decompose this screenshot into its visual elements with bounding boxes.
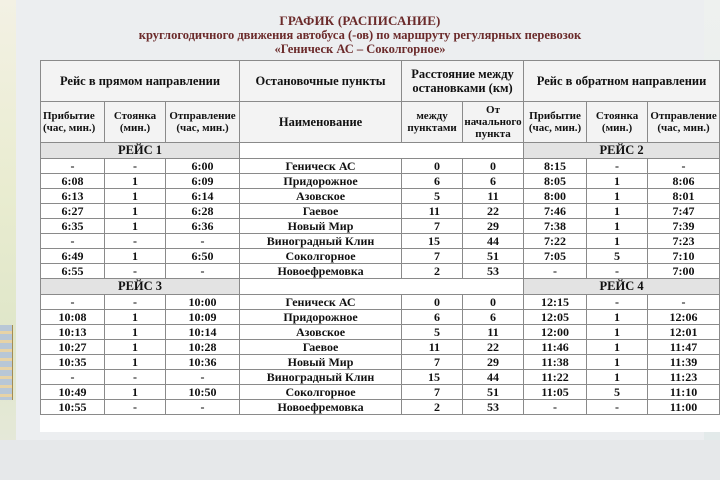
stop-name-cell: Придорожное bbox=[240, 174, 402, 189]
backward-arrival-cell: 12:05 bbox=[524, 310, 587, 325]
backward-arrival-header: Прибытие (час, мин.) bbox=[524, 102, 587, 143]
distance-from-start-cell: 11 bbox=[463, 189, 524, 204]
forward-departure-header: Отправление (час, мин.) bbox=[166, 102, 240, 143]
backward-arrival-cell: 12:00 bbox=[524, 325, 587, 340]
forward-arrival-cell: 10:55 bbox=[41, 400, 105, 415]
forward-arrival-cell: - bbox=[41, 295, 105, 310]
forward-arrival-cell: 6:55 bbox=[41, 264, 105, 279]
forward-departure-cell: - bbox=[166, 400, 240, 415]
backward-departure-cell: 11:47 bbox=[648, 340, 720, 355]
forward-arrival-cell: - bbox=[41, 370, 105, 385]
distance-from-start-cell: 0 bbox=[463, 159, 524, 174]
backward-departure-cell: 11:39 bbox=[648, 355, 720, 370]
distance-from-start-cell: 0 bbox=[463, 295, 524, 310]
forward-arrival-cell: 10:08 bbox=[41, 310, 105, 325]
table-row bbox=[41, 159, 720, 174]
backward-stop-cell: - bbox=[587, 295, 648, 310]
distance-from-start-cell: 44 bbox=[463, 370, 524, 385]
forward-stop-cell: 1 bbox=[105, 174, 166, 189]
backward-arrival-cell: - bbox=[524, 400, 587, 415]
distance-between-cell: 5 bbox=[402, 325, 463, 340]
backward-departure-cell: 7:47 bbox=[648, 204, 720, 219]
table-row bbox=[41, 385, 720, 400]
backward-departure-cell: 8:06 bbox=[648, 174, 720, 189]
forward-arrival-cell: 10:27 bbox=[41, 340, 105, 355]
backward-departure-cell: 7:39 bbox=[648, 219, 720, 234]
trip-header-spacer bbox=[240, 279, 524, 295]
backward-arrival-cell: - bbox=[524, 264, 587, 279]
distance-header: Расстояние между остановками (км) bbox=[402, 61, 524, 102]
distance-between-cell: 11 bbox=[402, 340, 463, 355]
distance-from-start-cell: 53 bbox=[463, 400, 524, 415]
backward-arrival-cell: 12:15 bbox=[524, 295, 587, 310]
forward-arrival-cell: - bbox=[41, 159, 105, 174]
forward-stop-cell: 1 bbox=[105, 219, 166, 234]
forward-arrival-cell: 6:27 bbox=[41, 204, 105, 219]
backward-departure-cell: 12:06 bbox=[648, 310, 720, 325]
stop-name-cell: Гаевое bbox=[240, 340, 402, 355]
stop-name-cell: Соколгорное bbox=[240, 249, 402, 264]
distance-from-start-cell: 6 bbox=[463, 310, 524, 325]
backward-arrival-cell: 7:05 bbox=[524, 249, 587, 264]
backward-departure-cell: 8:01 bbox=[648, 189, 720, 204]
stop-name-cell: Геническ АС bbox=[240, 295, 402, 310]
background-bottom-strip bbox=[0, 440, 720, 480]
backward-stop-cell: 1 bbox=[587, 355, 648, 370]
distance-between-cell: 2 bbox=[402, 400, 463, 415]
backward-departure-cell: 11:23 bbox=[648, 370, 720, 385]
trip-forward-label: РЕЙС 3 bbox=[41, 279, 240, 295]
backward-arrival-cell: 8:15 bbox=[524, 159, 587, 174]
forward-arrival-cell: - bbox=[41, 234, 105, 249]
forward-stop-cell: - bbox=[105, 400, 166, 415]
background-decoration-left bbox=[0, 0, 16, 480]
stop-name-cell: Геническ АС bbox=[240, 159, 402, 174]
distance-from-start-cell: 53 bbox=[463, 264, 524, 279]
forward-departure-cell: - bbox=[166, 264, 240, 279]
stop-name-header: Наименование bbox=[240, 102, 402, 143]
forward-direction-header: Рейс в прямом направлении bbox=[41, 61, 240, 102]
forward-stop-cell: 1 bbox=[105, 189, 166, 204]
stop-name-cell: Новый Мир bbox=[240, 219, 402, 234]
stops-header: Остановочные пункты bbox=[240, 61, 402, 102]
table-row bbox=[41, 219, 720, 234]
forward-stop-cell: 1 bbox=[105, 325, 166, 340]
schedule-title: ГРАФИК (РАСПИСАНИЕ) bbox=[279, 13, 441, 28]
distance-between-cell: 7 bbox=[402, 355, 463, 370]
distance-from-start-cell: 22 bbox=[463, 340, 524, 355]
backward-arrival-cell: 8:05 bbox=[524, 174, 587, 189]
table-row bbox=[41, 325, 720, 340]
distance-from-start-cell: 44 bbox=[463, 234, 524, 249]
distance-from-start-cell: 51 bbox=[463, 385, 524, 400]
trip-header-spacer bbox=[240, 143, 524, 159]
forward-arrival-cell: 6:08 bbox=[41, 174, 105, 189]
forward-departure-cell: 6:09 bbox=[166, 174, 240, 189]
forward-departure-cell: 6:28 bbox=[166, 204, 240, 219]
backward-arrival-cell: 11:38 bbox=[524, 355, 587, 370]
backward-arrival-cell: 7:38 bbox=[524, 219, 587, 234]
backward-stop-cell: - bbox=[587, 264, 648, 279]
backward-arrival-cell: 8:00 bbox=[524, 189, 587, 204]
header-row-groups bbox=[41, 61, 720, 102]
backward-arrival-cell: 11:22 bbox=[524, 370, 587, 385]
stop-name-cell: Новый Мир bbox=[240, 355, 402, 370]
forward-stop-cell: 1 bbox=[105, 249, 166, 264]
table-row bbox=[41, 234, 720, 249]
route-name: «Геническ АС – Соколгорное» bbox=[274, 42, 446, 56]
schedule-subtitle: круглогодичного движения автобуса (-ов) по маршруту регулярных перевозок bbox=[138, 28, 582, 42]
distance-between-header: между пунктами bbox=[402, 102, 463, 143]
backward-stop-cell: 1 bbox=[587, 325, 648, 340]
header-row-columns bbox=[41, 102, 720, 143]
table-row bbox=[41, 249, 720, 264]
distance-from-start-cell: 6 bbox=[463, 174, 524, 189]
stop-name-cell: Новоефремовка bbox=[240, 264, 402, 279]
distance-between-cell: 6 bbox=[402, 310, 463, 325]
forward-departure-cell: - bbox=[166, 370, 240, 385]
table-row bbox=[41, 295, 720, 310]
table-row bbox=[41, 400, 720, 415]
backward-stop-cell: 5 bbox=[587, 385, 648, 400]
backward-stop-cell: 1 bbox=[587, 204, 648, 219]
schedule-sheet bbox=[40, 60, 720, 432]
forward-arrival-cell: 6:13 bbox=[41, 189, 105, 204]
forward-departure-cell: 6:36 bbox=[166, 219, 240, 234]
backward-direction-header: Рейс в обратном направлении bbox=[524, 61, 720, 102]
distance-from-start-cell: 29 bbox=[463, 355, 524, 370]
forward-arrival-header: Прибытие (час, мин.) bbox=[41, 102, 105, 143]
forward-stop-cell: - bbox=[105, 234, 166, 249]
forward-arrival-cell: 10:13 bbox=[41, 325, 105, 340]
trip-header-row bbox=[41, 143, 720, 159]
forward-departure-cell: 10:00 bbox=[166, 295, 240, 310]
distance-between-cell: 0 bbox=[402, 159, 463, 174]
backward-stop-cell: 1 bbox=[587, 370, 648, 385]
backward-departure-cell: 7:00 bbox=[648, 264, 720, 279]
backward-stop-cell: 1 bbox=[587, 234, 648, 249]
distance-between-cell: 6 bbox=[402, 174, 463, 189]
distance-between-cell: 15 bbox=[402, 234, 463, 249]
distance-between-cell: 5 bbox=[402, 189, 463, 204]
forward-departure-cell: 6:00 bbox=[166, 159, 240, 174]
forward-departure-cell: 10:50 bbox=[166, 385, 240, 400]
distance-from-start-cell: 11 bbox=[463, 325, 524, 340]
distance-between-cell: 11 bbox=[402, 204, 463, 219]
forward-departure-cell: 10:28 bbox=[166, 340, 240, 355]
backward-arrival-cell: 11:46 bbox=[524, 340, 587, 355]
backward-arrival-cell: 7:46 bbox=[524, 204, 587, 219]
stop-name-cell: Азовское bbox=[240, 325, 402, 340]
building-window-decoration bbox=[0, 325, 13, 400]
backward-stop-cell: 1 bbox=[587, 189, 648, 204]
backward-departure-cell: 12:01 bbox=[648, 325, 720, 340]
backward-departure-cell: 7:23 bbox=[648, 234, 720, 249]
backward-departure-cell: - bbox=[648, 159, 720, 174]
table-row bbox=[41, 340, 720, 355]
backward-departure-cell: - bbox=[648, 295, 720, 310]
forward-departure-cell: 10:14 bbox=[166, 325, 240, 340]
forward-stop-cell: 1 bbox=[105, 310, 166, 325]
distance-between-cell: 7 bbox=[402, 385, 463, 400]
backward-stop-cell: - bbox=[587, 400, 648, 415]
backward-departure-cell: 11:10 bbox=[648, 385, 720, 400]
table-row bbox=[41, 174, 720, 189]
forward-arrival-cell: 10:49 bbox=[41, 385, 105, 400]
backward-arrival-cell: 11:05 bbox=[524, 385, 587, 400]
stop-name-cell: Придорожное bbox=[240, 310, 402, 325]
distance-between-cell: 7 bbox=[402, 219, 463, 234]
forward-stop-cell: - bbox=[105, 295, 166, 310]
distance-between-cell: 7 bbox=[402, 249, 463, 264]
distance-between-cell: 15 bbox=[402, 370, 463, 385]
forward-stop-cell: - bbox=[105, 370, 166, 385]
backward-stop-cell: 1 bbox=[587, 340, 648, 355]
stop-name-cell: Азовское bbox=[240, 189, 402, 204]
backward-departure-header: Отправление (час, мин.) bbox=[648, 102, 720, 143]
trip-backward-label: РЕЙС 4 bbox=[524, 279, 720, 295]
table-row bbox=[41, 310, 720, 325]
backward-arrival-cell: 7:22 bbox=[524, 234, 587, 249]
table-row bbox=[41, 204, 720, 219]
forward-arrival-cell: 10:35 bbox=[41, 355, 105, 370]
forward-stop-header: Стоянка (мин.) bbox=[105, 102, 166, 143]
forward-departure-cell: - bbox=[166, 234, 240, 249]
backward-stop-cell: 1 bbox=[587, 219, 648, 234]
table-row bbox=[41, 189, 720, 204]
distance-from-start-cell: 29 bbox=[463, 219, 524, 234]
schedule-table bbox=[40, 60, 720, 415]
table-row bbox=[41, 370, 720, 385]
forward-departure-cell: 10:09 bbox=[166, 310, 240, 325]
backward-stop-cell: 1 bbox=[587, 310, 648, 325]
backward-stop-cell: 1 bbox=[587, 174, 648, 189]
forward-stop-cell: 1 bbox=[105, 385, 166, 400]
stop-name-cell: Гаевое bbox=[240, 204, 402, 219]
forward-departure-cell: 6:50 bbox=[166, 249, 240, 264]
backward-stop-cell: 5 bbox=[587, 249, 648, 264]
forward-stop-cell: 1 bbox=[105, 355, 166, 370]
forward-stop-cell: 1 bbox=[105, 340, 166, 355]
distance-from-start-cell: 51 bbox=[463, 249, 524, 264]
backward-departure-cell: 11:00 bbox=[648, 400, 720, 415]
table-row bbox=[41, 355, 720, 370]
forward-arrival-cell: 6:35 bbox=[41, 219, 105, 234]
stop-name-cell: Новоефремовка bbox=[240, 400, 402, 415]
forward-departure-cell: 10:36 bbox=[166, 355, 240, 370]
distance-between-cell: 0 bbox=[402, 295, 463, 310]
trip-forward-label: РЕЙС 1 bbox=[41, 143, 240, 159]
forward-stop-cell: - bbox=[105, 159, 166, 174]
schedule-header bbox=[60, 14, 660, 56]
backward-stop-header: Стоянка (мин.) bbox=[587, 102, 648, 143]
trip-header-row bbox=[41, 279, 720, 295]
forward-departure-cell: 6:14 bbox=[166, 189, 240, 204]
distance-from-start-header: От начального пункта bbox=[463, 102, 524, 143]
trip-backward-label: РЕЙС 2 bbox=[524, 143, 720, 159]
distance-between-cell: 2 bbox=[402, 264, 463, 279]
forward-stop-cell: - bbox=[105, 264, 166, 279]
stop-name-cell: Виноградный Клин bbox=[240, 370, 402, 385]
backward-departure-cell: 7:10 bbox=[648, 249, 720, 264]
forward-stop-cell: 1 bbox=[105, 204, 166, 219]
stop-name-cell: Соколгорное bbox=[240, 385, 402, 400]
table-row bbox=[41, 264, 720, 279]
stop-name-cell: Виноградный Клин bbox=[240, 234, 402, 249]
forward-arrival-cell: 6:49 bbox=[41, 249, 105, 264]
backward-stop-cell: - bbox=[587, 159, 648, 174]
distance-from-start-cell: 22 bbox=[463, 204, 524, 219]
